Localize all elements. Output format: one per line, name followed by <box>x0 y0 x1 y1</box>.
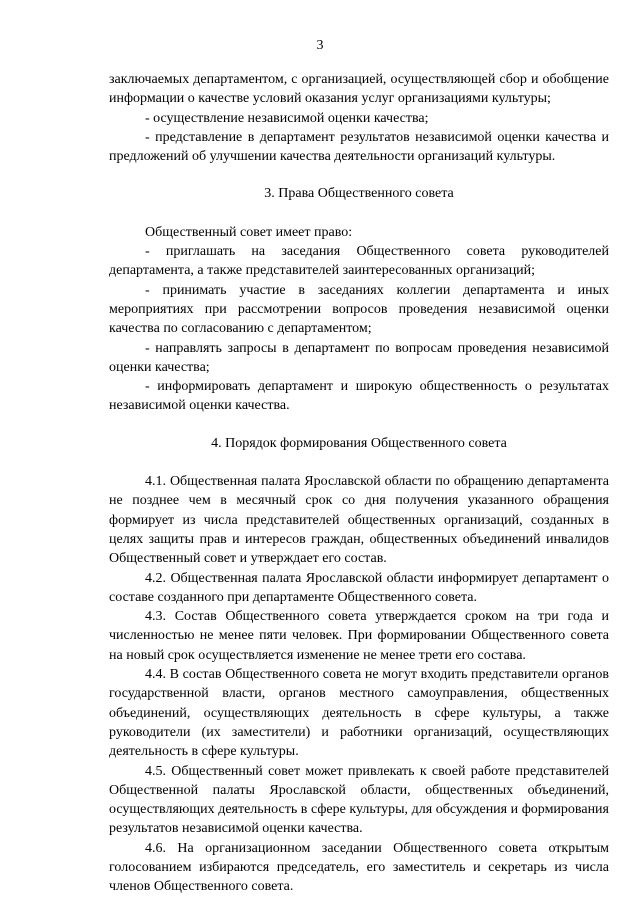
paragraph: Общественный совет имеет право: <box>145 224 353 240</box>
paragraph-list-item: - представление в департамент результатов независимой оценки качества и предложений об улучшении качества деятельности организаций культуры. <box>109 129 609 165</box>
numbered-paragraph: 4.1. Общественная палата Ярославской области по обращению департамента не позднее чем в месячный срок со дня получения указанного обращения формирует из числа представителей общественных организаций, созданных в целях защиты прав и интересов граждан, общественных объединений инвалидов Общественный совет и утверждает его состав. <box>109 474 609 567</box>
paragraph-list-item: - приглашать на заседания Общественного совета руководителей департамента, а также представителей заинтересованных организаций; <box>109 244 609 279</box>
paragraph-list-item: - направлять запросы в департамент по вопросам проведения независимой оценки качества; <box>109 340 609 375</box>
spacer <box>109 166 609 184</box>
numbered-paragraph: 4.5. Общественный совет может привлекать к своей работе представителей Общественной палаты Ярославской области, общественных объединений, осуществляющих деятельность в сфере культуры, для обсуждения и формирования результатов независимой оценки качества. <box>109 763 609 837</box>
page-number: 3 <box>316 38 324 53</box>
paragraph-continuation: заключаемых департаментом, с организацией, осуществляющей сбор и обобщение информации о качестве условий оказания услуг организациями культуры; <box>109 72 609 107</box>
numbered-paragraph: 4.6. На организационном заседании Общественного совета открытым голосованием избираются председатель, его заместитель и секретарь из числа членов Общественного совета. <box>109 840 609 895</box>
numbered-paragraph: 4.2. Общественная палата Ярославской области информирует департамент о составе созданного при департаменте Общественного совета. <box>109 570 609 605</box>
paragraph-list-item: - информировать департамент и широкую общественность о результатах независимой оценки качества. <box>109 379 609 414</box>
spacer <box>109 416 609 434</box>
spacer <box>109 453 609 472</box>
section-heading-rights: 3. Права Общественного совета <box>264 186 454 202</box>
paragraph-list-item: - принимать участие в заседаниях коллегии департамента и иных мероприятиях при рассмотрении вопросов проведения независимой оценки качества по согласованию с департаментом; <box>109 282 609 337</box>
document-body <box>109 70 609 897</box>
paragraph-list-item: - осуществление независимой оценки качества; <box>145 110 429 126</box>
numbered-paragraph: 4.3. Состав Общественного совета утверждается сроком на три года и численностью не менее пяти человек. При формировании Общественного совета на новый срок осуществляется изменение не менее трети его состава. <box>109 609 609 663</box>
section-heading-formation: 4. Порядок формирования Общественного совета <box>211 435 507 451</box>
spacer <box>109 204 609 223</box>
numbered-paragraph: 4.4. В состав Общественного совета не могут входить представители органов государственной власти, органов местного самоуправления, общественных объединений, осуществляющих деятельность в сфере культуры, а также руководители (их заместители) и работники организаций, осуществляющих деятельность в сфере культуры. <box>109 667 609 760</box>
